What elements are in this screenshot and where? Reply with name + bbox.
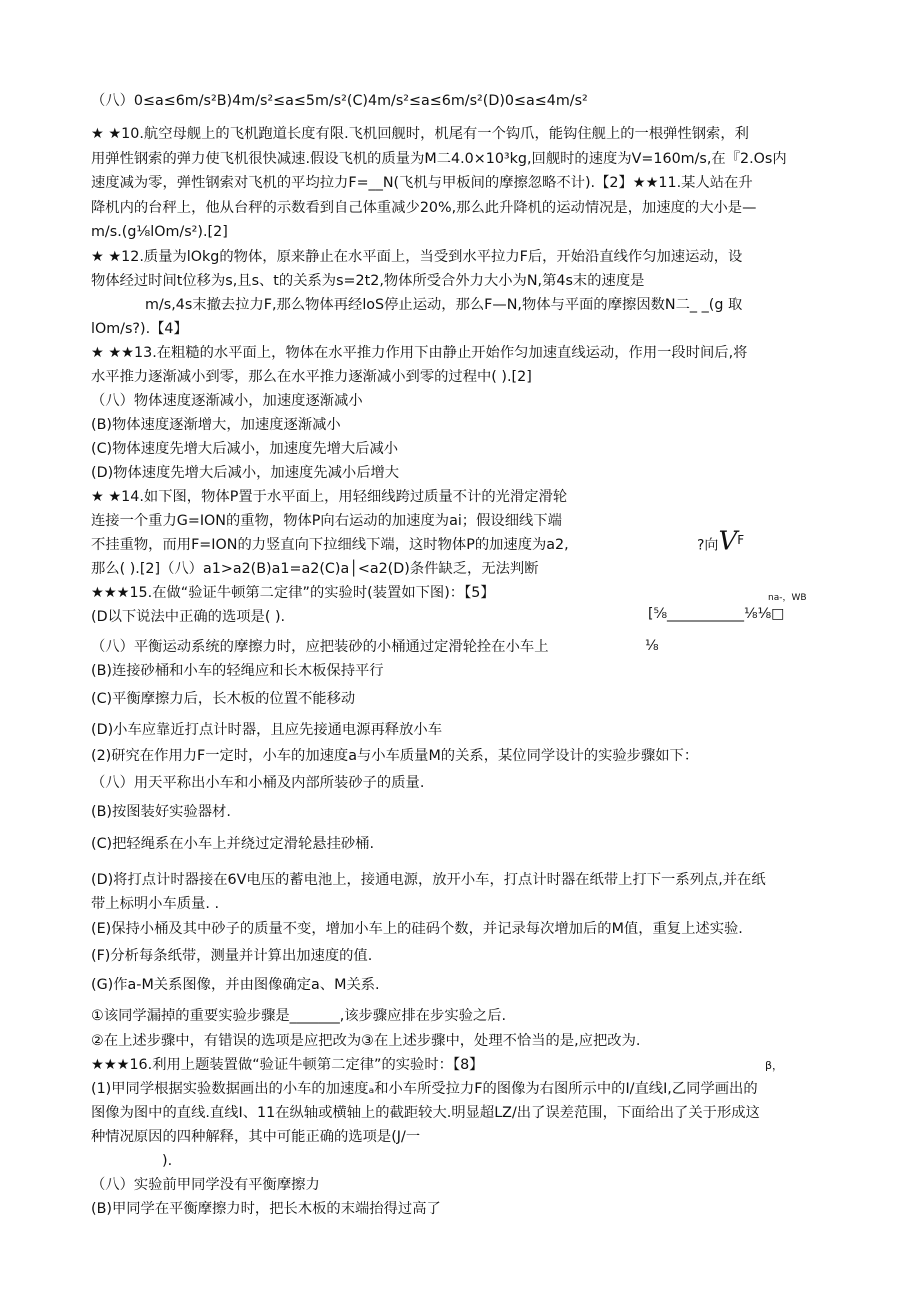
q16-line-1: (1)甲同学根据实验数据画出的小车的加速度ₐ和小车所受拉力F的图像为右图所示中的I/直线I,乙同学画出的 — [91, 1081, 758, 1097]
q15-heading: ★★★15.在做“验证牛顿第二定律”的实验时(装置如下图)：【5】 — [91, 585, 495, 601]
q15-option-c: (C)平衡摩擦力后，长木板的位置不能移动 — [91, 691, 356, 707]
q15-part-1: (D以下说法中正确的选项是( ). — [91, 609, 286, 625]
q15-option-a: （八）平衡运动系统的摩擦力时，应把装砂的小桶通过定滑轮拴在小车上 — [91, 639, 549, 655]
q15-step-g: (G)作a-M关系图像，并由图像确定a、M关系. — [91, 977, 380, 993]
q15-figure-label-mid: [⅝___________⅛⅛□ — [648, 606, 785, 622]
q14-line-1: ★ ★14.如下图，物体P置于水平面上，用轻细线跨过质量不计的光滑定滑轮 — [91, 489, 568, 505]
q13-option-b: (B)物体速度逐渐增大，加速度逐渐减小 — [91, 417, 341, 433]
q15-step-c: (C)把轻绳系在小车上并绕过定滑轮悬挂砂桶. — [91, 836, 375, 852]
q10-line-2: 用弹性钢索的弹力使飞机很快减速.假设飞机的质量为M二4.0×10³kg,回舰时的速度为V=160m/s,在『2.Os内 — [91, 151, 787, 167]
q12-line-4: lOm/s?).【4】 — [91, 321, 188, 337]
q15-step-d-1: (D)将打点计时器接在6V电压的蓄电池上，接通电源，放开小车，打点计时器在纸带上打下一系列点,并在纸 — [91, 872, 766, 888]
q15-step-d-2: 带上标明小车质量. . — [91, 896, 220, 912]
q15-question-1: ①该同学漏掉的重要实验步骤是_______,该步骤应排在步实验之后. — [91, 1008, 507, 1024]
q10-line-1: ★ ★10.航空母舰上的飞机跑道长度有限.飞机回舰时，机尾有一个钩爪，能钩住舰上的一根弹性钢索，利 — [91, 126, 749, 142]
q13-option-c: (C)物体速度先增大后减小，加速度先增大后减小 — [91, 441, 399, 457]
q15-part-2: (2)研究在作用力F一定时，小车的加速度a与小车质量M的关系，某位同学设计的实验步骤如下： — [91, 748, 699, 764]
q14-line-4: 那么( ).[2]（八）a1>a2(B)a1=a2(C)a│<a2(D)条件缺乏，无法判断 — [91, 561, 539, 577]
q15-option-b: (B)连接砂桶和小车的轻绳应和长木板保持平行 — [91, 663, 384, 679]
q13-option-d: (D)物体速度先增大后减小，加速度先减小后增大 — [91, 465, 400, 481]
q11-line-2: m/s.(g⅛lOm/s²).[2] — [91, 224, 228, 240]
q13-line-1: ★ ★★13.在粗糙的水平面上，物体在水平推力作用下由静止开始作匀加速直线运动，作用一段时间后,将 — [91, 345, 748, 361]
q10-line-3: 速度减为零，弹性钢索对飞机的平均拉力F=__N(飞机与甲板间的摩擦忽略不计).【2】★★11.某人站在升 — [91, 175, 753, 191]
q15-step-a: （八）用天平称出小车和小桶及内部所装砂子的质量. — [91, 775, 425, 791]
q12-line-2: 物体经过时间t位移为s,且s、t的关系为s=2t2,物体所受合外力大小为N,第4s末的速度是 — [91, 273, 645, 289]
q15-figure-label-top: na-，WB — [768, 593, 807, 603]
q15-option-d: (D)小车应靠近打点计时器，且应先接通电源再释放小车 — [91, 722, 442, 738]
q11-line-1: 降机内的台秤上，他从台秤的示数看到自己体重减少20%,那么此升降机的运动情况是，加速度的大小是— — [91, 200, 757, 216]
q15-step-f: (F)分析每条纸带，测量并计算出加速度的值. — [91, 948, 373, 964]
q13-line-2: 水平推力逐渐减小到零，那么在水平推力逐渐减小到零的过程中( ).[2] — [91, 369, 532, 385]
q16-option-b: (B)甲同学在平衡摩擦力时，把长木板的末端抬得过高了 — [91, 1201, 441, 1217]
q14-line-3: 不挂重物，而用F=ION的力竖直向下拉细线下端，这时物体P的加速度为a2, — [91, 537, 569, 553]
q13-option-a: （八）物体速度逐渐减小，加速度逐渐减小 — [91, 393, 363, 409]
q9-options: （八）0≤a≤6m/s²B)4m/s²≤a≤5m/s²(C)4m/s²≤a≤6m/s²(D)0≤a≤4m/s² — [91, 93, 588, 109]
q16-line-4: ). — [162, 1153, 173, 1169]
q14-figure-text: ?向 — [697, 537, 719, 554]
q16-option-a: （八）实验前甲同学没有平衡摩擦力 — [91, 1177, 320, 1193]
q12-line-1: ★ ★12.质量为lOkg的物体，原来静止在水平面上，当受到水平拉力F后，开始沿直线作匀加速运动，设 — [91, 249, 743, 265]
q16-line-2: 图像为图中的直线.直线I、11在纵轴或横轴上的截距较大.明显超LZ/出了误差范围，下面给出了关于形成这 — [91, 1105, 760, 1121]
q16-line-3: 种情况原因的四种解释，其中可能正确的选项是(J/一 — [91, 1129, 421, 1145]
q14-line-2: 连接一个重力G=ION的重物，物体P向右运动的加速度为ai；假设细线下端 — [91, 513, 562, 529]
q14-vf-symbol: V — [718, 526, 738, 557]
q12-line-3: m/s,4s末撤去拉力F,那么物体再经loS停止运动，那么F—N,物体与平面的摩擦因数N二_ _(g 取 — [145, 297, 743, 313]
q15-question-2: ②在上述步骤中，有错误的选项是应把改为③在上述步骤中，处理不恰当的是,应把改为. — [91, 1033, 641, 1049]
q15-step-b: (B)按图装好实验器材. — [91, 804, 231, 820]
q15-step-e: (E)保持小桶及其中砂子的质量不变，增加小车上的硅码个数，并记录每次增加后的M值，重复上述实验. — [91, 921, 743, 937]
q16-heading: ★★★16.利用上题装置做“验证牛顿第二定律”的实验时：【8】 — [91, 1057, 484, 1073]
q16-figure-beta: β， — [765, 1059, 784, 1072]
q14-figure-label — [697, 526, 745, 557]
q15-figure-label-low: ⅛ — [645, 638, 659, 654]
q14-vf-sup: F — [737, 533, 745, 547]
